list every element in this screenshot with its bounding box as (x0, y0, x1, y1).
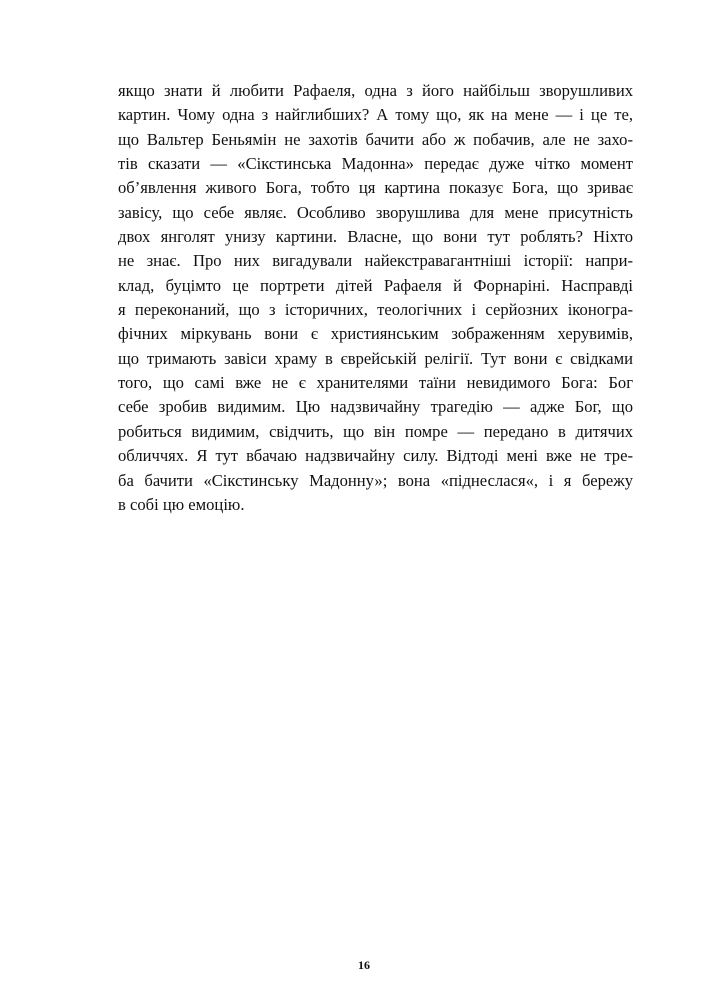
page-number: 16 (358, 958, 370, 972)
text-line: я переконаний, що з історичних, теологічних і серйозних іконогра- (118, 300, 633, 320)
text-line: не знає. Про них вигадували найекстравагантніші історії: напри- (118, 251, 633, 271)
text-line: фічних міркувань вони є християнським зображенням херувимів, (118, 324, 633, 344)
text-line: ба бачити «Сікстинську Мадонну»; вона «піднеслася«, і я бережу (118, 470, 633, 490)
text-line: обличчях. Я тут вбачаю надзвичайну силу. Відтоді мені вже не тре- (118, 446, 633, 466)
text-line-last: в собі цю емоцію. (118, 494, 245, 514)
text-line: того, що самі вже не є хранителями таїни невидимого Бога: Бог (118, 373, 633, 393)
text-line: об’явлення живого Бога, тобто ця картина показує Бога, що зриває (118, 178, 633, 198)
text-line: завісу, що себе являє. Особливо зворушлива для мене присутність (118, 202, 633, 222)
text-line: що тримають завіси храму в єврейській релігії. Тут вони є свідками (118, 348, 633, 368)
text-line: робиться видимим, свідчить, що він помре — передано в дитячих (118, 421, 633, 441)
text-line: картин. Чому одна з найглибших? А тому що, як на мене — і це те, (118, 105, 633, 125)
text-line: двох янголят унизу картини. Власне, що вони тут роблять? Ніхто (118, 227, 633, 247)
text-line: що Вальтер Беньямін не захотів бачити або ж побачив, але не захо- (118, 129, 633, 149)
text-line: якщо знати й любити Рафаеля, одна з його найбільш зворушливих (118, 81, 633, 100)
body-paragraph (118, 79, 633, 517)
text-line: тів сказати — «Сікстинська Мадонна» передає дуже чітко момент (118, 154, 633, 174)
text-line: клад, буцімто це портрети дітей Рафаеля й Форнаріні. Насправді (118, 275, 633, 295)
text-line: себе зробив видимим. Цю надзвичайну трагедію — адже Бог, що (118, 397, 633, 417)
